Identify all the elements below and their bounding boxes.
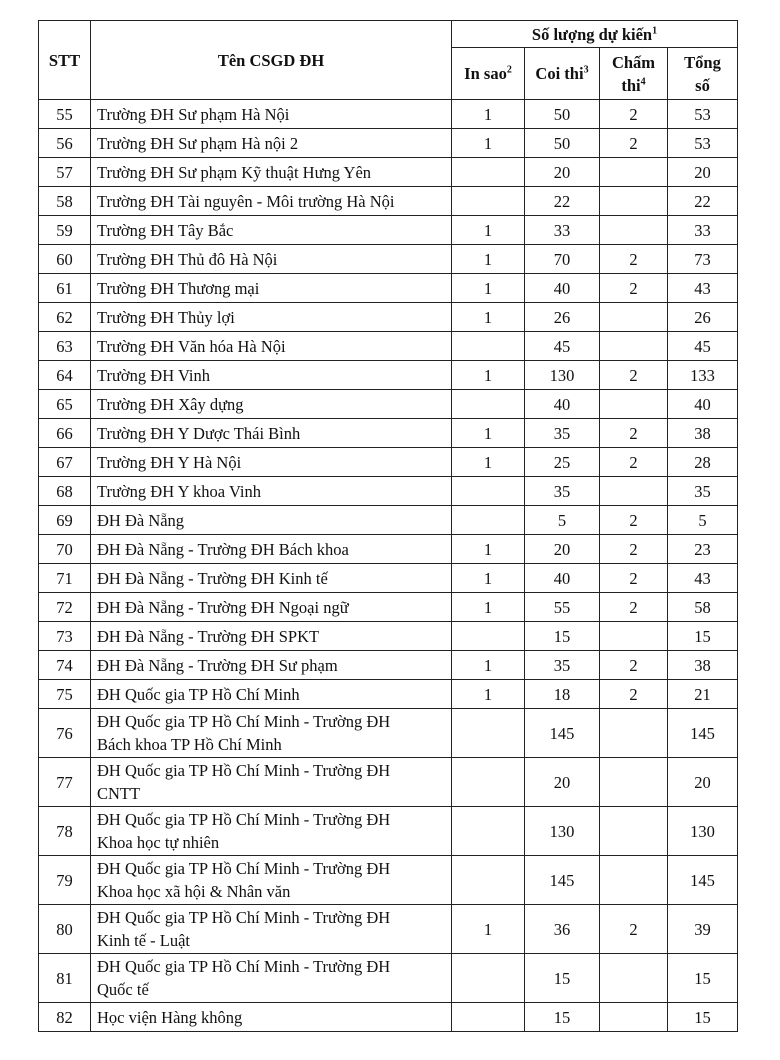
cell-cham-thi: 2 bbox=[600, 564, 668, 593]
cell-in-sao bbox=[452, 622, 525, 651]
cell-name bbox=[91, 390, 452, 419]
cell-stt: 81 bbox=[39, 954, 91, 1003]
cell-in-sao bbox=[452, 390, 525, 419]
cell-in-sao: 1 bbox=[452, 216, 525, 245]
cell-stt: 80 bbox=[39, 905, 91, 954]
cell-cham-thi: 2 bbox=[600, 361, 668, 390]
cell-cham-thi bbox=[600, 954, 668, 1003]
cell-coi-thi: 70 bbox=[525, 245, 600, 274]
cell-name-line: ĐH Quốc gia TP Hồ Chí Minh - Trường ĐH bbox=[97, 810, 391, 829]
cell-name-line: Trường ĐH Tây Bắc bbox=[97, 220, 234, 240]
cell-cham-thi bbox=[600, 158, 668, 187]
cell-in-sao bbox=[452, 807, 525, 856]
cell-name-line: ĐH Quốc gia TP Hồ Chí Minh - Trường ĐH bbox=[97, 908, 391, 927]
cell-name bbox=[91, 807, 452, 856]
cell-stt: 62 bbox=[39, 303, 91, 332]
cell-in-sao bbox=[452, 506, 525, 535]
cell-tong-so: 15 bbox=[668, 954, 738, 1003]
table-row bbox=[39, 709, 738, 758]
cell-coi-thi: 130 bbox=[525, 807, 600, 856]
cell-stt: 66 bbox=[39, 419, 91, 448]
cell-name-line: ĐH Đà Nẵng - Trường ĐH Bách khoa bbox=[97, 539, 349, 559]
table-row bbox=[39, 158, 738, 187]
cell-name-line: ĐH Đà Nẵng - Trường ĐH Sư phạm bbox=[97, 655, 338, 675]
cell-tong-so: 15 bbox=[668, 622, 738, 651]
cell-tong-so: 26 bbox=[668, 303, 738, 332]
cell-tong-so: 45 bbox=[668, 332, 738, 361]
cell-name-line: Trường ĐH Thủ đô Hà Nội bbox=[97, 249, 278, 269]
cell-cham-thi: 2 bbox=[600, 419, 668, 448]
cell-tong-so: 40 bbox=[668, 390, 738, 419]
cell-coi-thi: 130 bbox=[525, 361, 600, 390]
cell-cham-thi bbox=[600, 477, 668, 506]
cell-cham-thi: 2 bbox=[600, 448, 668, 477]
table-row bbox=[39, 1003, 738, 1032]
table-row bbox=[39, 593, 738, 622]
cell-name-line: ĐH Quốc gia TP Hồ Chí Minh - Trường ĐH bbox=[97, 761, 391, 780]
cell-coi-thi: 25 bbox=[525, 448, 600, 477]
cell-cham-thi: 2 bbox=[600, 651, 668, 680]
cell-name bbox=[91, 651, 452, 680]
cell-in-sao bbox=[452, 709, 525, 758]
cell-name bbox=[91, 419, 452, 448]
table-row bbox=[39, 477, 738, 506]
table-row bbox=[39, 390, 738, 419]
cell-name-line: Kinh tế - Luật bbox=[97, 931, 191, 950]
cell-stt: 75 bbox=[39, 680, 91, 709]
cell-name-line: ĐH Quốc gia TP Hồ Chí Minh bbox=[97, 684, 300, 704]
table-row bbox=[39, 758, 738, 807]
cell-cham-thi bbox=[600, 1003, 668, 1032]
cell-coi-thi: 22 bbox=[525, 187, 600, 216]
cell-stt: 59 bbox=[39, 216, 91, 245]
cell-cham-thi bbox=[600, 216, 668, 245]
cell-coi-thi: 5 bbox=[525, 506, 600, 535]
header-group: Số lượng dự kiến$^1$ bbox=[452, 21, 738, 48]
cell-tong-so: 22 bbox=[668, 187, 738, 216]
cell-name-line: ĐH Đà Nẵng - Trường ĐH SPKT bbox=[97, 626, 320, 646]
cell-name bbox=[91, 564, 452, 593]
cell-in-sao: 1 bbox=[452, 100, 525, 129]
cell-name-line: Trường ĐH Thủy lợi bbox=[97, 307, 235, 327]
cell-in-sao bbox=[452, 856, 525, 905]
cell-name-line: Trường ĐH Y Hà Nội bbox=[97, 452, 242, 472]
cell-coi-thi: 40 bbox=[525, 390, 600, 419]
cell-name-line: CNTT bbox=[97, 784, 141, 803]
cell-in-sao: 1 bbox=[452, 361, 525, 390]
cell-coi-thi: 20 bbox=[525, 535, 600, 564]
header-coi-thi: Coi thi$^3$ bbox=[525, 48, 600, 100]
cell-cham-thi: 2 bbox=[600, 593, 668, 622]
cell-coi-thi: 18 bbox=[525, 680, 600, 709]
cell-name-line: ĐH Quốc gia TP Hồ Chí Minh - Trường ĐH bbox=[97, 859, 391, 878]
cell-tong-so: 20 bbox=[668, 158, 738, 187]
cell-coi-thi: 50 bbox=[525, 100, 600, 129]
cell-cham-thi: 2 bbox=[600, 506, 668, 535]
cell-coi-thi: 40 bbox=[525, 274, 600, 303]
table-row bbox=[39, 187, 738, 216]
cell-name-line: ĐH Đà Nẵng - Trường ĐH Ngoại ngữ bbox=[97, 597, 349, 617]
cell-in-sao: 1 bbox=[452, 303, 525, 332]
cell-coi-thi: 15 bbox=[525, 954, 600, 1003]
table-row bbox=[39, 129, 738, 158]
cell-coi-thi: 26 bbox=[525, 303, 600, 332]
cell-stt: 56 bbox=[39, 129, 91, 158]
cell-coi-thi: 50 bbox=[525, 129, 600, 158]
cell-in-sao: 1 bbox=[452, 535, 525, 564]
cell-coi-thi: 35 bbox=[525, 419, 600, 448]
cell-name-line: Học viện Hàng không bbox=[97, 1007, 243, 1027]
cell-coi-thi: 40 bbox=[525, 564, 600, 593]
cell-stt: 78 bbox=[39, 807, 91, 856]
cell-name-line: Khoa học xã hội & Nhân văn bbox=[97, 882, 291, 901]
cell-in-sao bbox=[452, 758, 525, 807]
header-cham-thi: Chấm thi$^4$ bbox=[600, 48, 668, 100]
cell-stt: 71 bbox=[39, 564, 91, 593]
cell-cham-thi: 2 bbox=[600, 905, 668, 954]
cell-stt: 70 bbox=[39, 535, 91, 564]
table-row bbox=[39, 564, 738, 593]
table-row bbox=[39, 216, 738, 245]
cell-stt: 55 bbox=[39, 100, 91, 129]
cell-name bbox=[91, 593, 452, 622]
cell-name-line: ĐH Đà Nẵng bbox=[97, 510, 185, 530]
cell-in-sao: 1 bbox=[452, 274, 525, 303]
cell-tong-so: 53 bbox=[668, 129, 738, 158]
cell-tong-so: 38 bbox=[668, 419, 738, 448]
cell-name-line: Trường ĐH Văn hóa Hà Nội bbox=[97, 336, 286, 356]
cell-name-line: Trường ĐH Xây dựng bbox=[97, 394, 244, 414]
header-stt: STT bbox=[39, 21, 91, 100]
cell-name bbox=[91, 709, 452, 758]
cell-stt: 76 bbox=[39, 709, 91, 758]
cell-cham-thi: 2 bbox=[600, 100, 668, 129]
cell-in-sao bbox=[452, 158, 525, 187]
cell-in-sao: 1 bbox=[452, 651, 525, 680]
cell-name-line: Trường ĐH Sư phạm Hà Nội bbox=[97, 104, 290, 124]
cell-cham-thi bbox=[600, 758, 668, 807]
cell-stt: 73 bbox=[39, 622, 91, 651]
cell-tong-so: 145 bbox=[668, 709, 738, 758]
table-body bbox=[39, 100, 738, 1032]
cell-tong-so: 53 bbox=[668, 100, 738, 129]
cell-tong-so: 28 bbox=[668, 448, 738, 477]
header-tong-so: Tổng số bbox=[668, 48, 738, 100]
table-row bbox=[39, 905, 738, 954]
table-row bbox=[39, 332, 738, 361]
cell-stt: 63 bbox=[39, 332, 91, 361]
cell-name bbox=[91, 905, 452, 954]
cell-cham-thi bbox=[600, 390, 668, 419]
cell-coi-thi: 20 bbox=[525, 758, 600, 807]
cell-cham-thi: 2 bbox=[600, 129, 668, 158]
cell-tong-so: 39 bbox=[668, 905, 738, 954]
cell-stt: 58 bbox=[39, 187, 91, 216]
cell-name bbox=[91, 303, 452, 332]
table-row bbox=[39, 419, 738, 448]
cell-cham-thi: 2 bbox=[600, 535, 668, 564]
cell-name bbox=[91, 448, 452, 477]
cell-tong-so: 43 bbox=[668, 564, 738, 593]
cell-cham-thi bbox=[600, 303, 668, 332]
allocation-table bbox=[38, 20, 738, 1032]
table-row bbox=[39, 100, 738, 129]
cell-name bbox=[91, 129, 452, 158]
cell-name bbox=[91, 535, 452, 564]
cell-in-sao: 1 bbox=[452, 419, 525, 448]
cell-stt: 60 bbox=[39, 245, 91, 274]
cell-name-line: Trường ĐH Y khoa Vinh bbox=[97, 481, 261, 501]
cell-name-line: Quốc tế bbox=[97, 980, 149, 999]
cell-coi-thi: 145 bbox=[525, 856, 600, 905]
cell-cham-thi bbox=[600, 187, 668, 216]
cell-coi-thi: 55 bbox=[525, 593, 600, 622]
cell-coi-thi: 45 bbox=[525, 332, 600, 361]
cell-stt: 79 bbox=[39, 856, 91, 905]
cell-cham-thi bbox=[600, 856, 668, 905]
cell-tong-so: 35 bbox=[668, 477, 738, 506]
cell-name bbox=[91, 332, 452, 361]
cell-coi-thi: 20 bbox=[525, 158, 600, 187]
table-row bbox=[39, 361, 738, 390]
cell-name bbox=[91, 216, 452, 245]
cell-in-sao bbox=[452, 332, 525, 361]
cell-cham-thi: 2 bbox=[600, 274, 668, 303]
cell-in-sao: 1 bbox=[452, 129, 525, 158]
cell-name-line: Trường ĐH Tài nguyên - Môi trường Hà Nội bbox=[97, 191, 395, 211]
cell-stt: 72 bbox=[39, 593, 91, 622]
table-row bbox=[39, 303, 738, 332]
cell-name-line: ĐH Đà Nẵng - Trường ĐH Kinh tế bbox=[97, 568, 328, 588]
cell-stt: 68 bbox=[39, 477, 91, 506]
cell-cham-thi bbox=[600, 807, 668, 856]
cell-stt: 57 bbox=[39, 158, 91, 187]
cell-coi-thi: 36 bbox=[525, 905, 600, 954]
table-row bbox=[39, 622, 738, 651]
cell-tong-so: 43 bbox=[668, 274, 738, 303]
cell-name-line: ĐH Quốc gia TP Hồ Chí Minh - Trường ĐH bbox=[97, 712, 391, 731]
cell-stt: 82 bbox=[39, 1003, 91, 1032]
table-row bbox=[39, 807, 738, 856]
table-row bbox=[39, 448, 738, 477]
cell-name bbox=[91, 622, 452, 651]
cell-tong-so: 21 bbox=[668, 680, 738, 709]
cell-name bbox=[91, 477, 452, 506]
cell-tong-so: 133 bbox=[668, 361, 738, 390]
cell-name-line: Trường ĐH Y Dược Thái Bình bbox=[97, 423, 301, 443]
cell-coi-thi: 15 bbox=[525, 622, 600, 651]
cell-in-sao bbox=[452, 1003, 525, 1032]
cell-cham-thi bbox=[600, 332, 668, 361]
cell-coi-thi: 15 bbox=[525, 1003, 600, 1032]
cell-in-sao bbox=[452, 187, 525, 216]
cell-name-line: Trường ĐH Sư phạm Hà nội 2 bbox=[97, 133, 299, 153]
cell-in-sao: 1 bbox=[452, 564, 525, 593]
table-row bbox=[39, 856, 738, 905]
cell-in-sao bbox=[452, 477, 525, 506]
cell-tong-so: 15 bbox=[668, 1003, 738, 1032]
cell-stt: 64 bbox=[39, 361, 91, 390]
header-in-sao: In sao$^2$ bbox=[452, 48, 525, 100]
cell-name bbox=[91, 954, 452, 1003]
cell-in-sao: 1 bbox=[452, 448, 525, 477]
cell-name bbox=[91, 758, 452, 807]
cell-stt: 74 bbox=[39, 651, 91, 680]
table-row bbox=[39, 274, 738, 303]
cell-name-line: Trường ĐH Sư phạm Kỹ thuật Hưng Yên bbox=[97, 162, 372, 182]
cell-name bbox=[91, 856, 452, 905]
cell-coi-thi: 35 bbox=[525, 477, 600, 506]
cell-tong-so: 33 bbox=[668, 216, 738, 245]
cell-tong-so: 23 bbox=[668, 535, 738, 564]
cell-cham-thi bbox=[600, 622, 668, 651]
cell-tong-so: 20 bbox=[668, 758, 738, 807]
table-row bbox=[39, 651, 738, 680]
cell-coi-thi: 145 bbox=[525, 709, 600, 758]
cell-stt: 61 bbox=[39, 274, 91, 303]
cell-stt: 65 bbox=[39, 390, 91, 419]
cell-cham-thi: 2 bbox=[600, 245, 668, 274]
cell-name bbox=[91, 680, 452, 709]
cell-in-sao: 1 bbox=[452, 593, 525, 622]
cell-stt: 67 bbox=[39, 448, 91, 477]
cell-name-line: Trường ĐH Vinh bbox=[97, 365, 210, 385]
cell-tong-so: 130 bbox=[668, 807, 738, 856]
cell-name-line: ĐH Quốc gia TP Hồ Chí Minh - Trường ĐH bbox=[97, 957, 391, 976]
cell-coi-thi: 33 bbox=[525, 216, 600, 245]
cell-in-sao: 1 bbox=[452, 245, 525, 274]
cell-name bbox=[91, 1003, 452, 1032]
table-row bbox=[39, 954, 738, 1003]
cell-name-line: Trường ĐH Thương mại bbox=[97, 278, 260, 298]
cell-in-sao: 1 bbox=[452, 905, 525, 954]
cell-name bbox=[91, 100, 452, 129]
cell-name bbox=[91, 274, 452, 303]
cell-tong-so: 73 bbox=[668, 245, 738, 274]
cell-name-line: Khoa học tự nhiên bbox=[97, 833, 220, 852]
header-name: Tên CSGD ĐH bbox=[91, 21, 452, 100]
table-row bbox=[39, 680, 738, 709]
cell-tong-so: 5 bbox=[668, 506, 738, 535]
cell-name bbox=[91, 361, 452, 390]
cell-tong-so: 145 bbox=[668, 856, 738, 905]
table-row bbox=[39, 245, 738, 274]
cell-stt: 69 bbox=[39, 506, 91, 535]
cell-name bbox=[91, 506, 452, 535]
cell-stt: 77 bbox=[39, 758, 91, 807]
cell-tong-so: 38 bbox=[668, 651, 738, 680]
cell-cham-thi bbox=[600, 709, 668, 758]
cell-tong-so: 58 bbox=[668, 593, 738, 622]
cell-cham-thi: 2 bbox=[600, 680, 668, 709]
cell-coi-thi: 35 bbox=[525, 651, 600, 680]
cell-in-sao: 1 bbox=[452, 680, 525, 709]
table-row bbox=[39, 506, 738, 535]
table-row bbox=[39, 535, 738, 564]
cell-name bbox=[91, 245, 452, 274]
cell-name-line: Bách khoa TP Hồ Chí Minh bbox=[97, 735, 282, 754]
cell-name bbox=[91, 187, 452, 216]
cell-name bbox=[91, 158, 452, 187]
cell-in-sao bbox=[452, 954, 525, 1003]
